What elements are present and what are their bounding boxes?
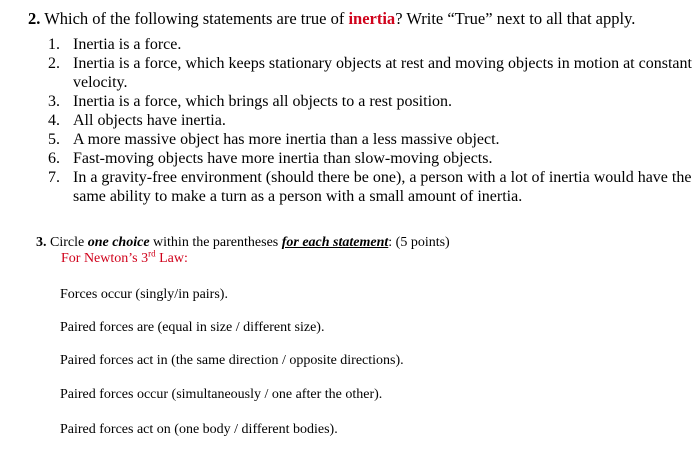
statement-text: All objects have inertia. (73, 112, 226, 129)
law-statement-3: Paired forces act in (the same direction / opposite directions). (60, 353, 404, 368)
question-3-text-1: Circle (46, 235, 88, 250)
law-statement-5: Paired forces act on (one body / different bodies). (60, 422, 338, 437)
newton-third-law-heading (61, 248, 686, 267)
statement-7 (28, 168, 693, 206)
statement-text: Inertia is a force, which keeps stationary objects at rest and moving objects in motion at constant velocity. (73, 55, 692, 91)
statement-number: 1. (48, 36, 60, 53)
statement-number: 3. (48, 93, 60, 110)
statement-text: Inertia is a force. (73, 36, 182, 53)
statement-1 (28, 35, 693, 54)
statement-number: 4. (48, 112, 60, 129)
statement-number: 6. (48, 150, 60, 167)
statement-text: In a gravity-free environment (should there be one), a person with a lot of inertia would have the same ability to make a turn as a person with a small amount of inertia. (73, 169, 692, 205)
statement-text: Fast-moving objects have more inertia than slow-moving objects. (73, 150, 493, 167)
newton-heading-post: Law: (155, 251, 188, 266)
statement-number: 2. (48, 55, 60, 72)
law-statement-1: Forces occur (singly/in pairs). (60, 287, 228, 302)
question-3-prompt (36, 235, 686, 251)
newton-heading-pre: For Newton’s 3 (61, 251, 149, 266)
inertia-statement-list (28, 35, 693, 206)
statement-text: A more massive object has more inertia than a less massive object. (73, 131, 500, 148)
statement-5 (28, 130, 693, 149)
question-2-text-after: ? Write “True” next to all that apply. (395, 9, 636, 28)
statement-3 (28, 92, 693, 111)
ordinal-suffix: rd (148, 248, 156, 259)
law-statement-2: Paired forces are (equal in size / different size). (60, 320, 325, 335)
one-choice-emphasis: one choice (87, 235, 150, 250)
question-3-number: 3. (36, 235, 47, 250)
question-2-number: 2. (28, 9, 41, 28)
statement-text: Inertia is a force, which brings all objects to a rest position. (73, 93, 453, 110)
statement-6 (28, 149, 693, 168)
inertia-keyword: inertia (348, 9, 396, 28)
statement-4 (28, 111, 693, 130)
question-2-text-before: Which of the following statements are true of (40, 9, 349, 28)
statement-2 (28, 54, 693, 92)
question-3 (36, 235, 686, 267)
statement-number: 5. (48, 131, 60, 148)
law-statement-4: Paired forces occur (simultaneously / one after the other). (60, 387, 383, 402)
statement-number: 7. (48, 169, 60, 186)
question-3-points: : (5 points) (388, 235, 450, 250)
question-3-text-2: within the parentheses (149, 235, 282, 250)
question-2 (28, 9, 693, 206)
question-2-prompt (28, 9, 693, 29)
for-each-statement-emphasis: for each statement (281, 235, 389, 250)
